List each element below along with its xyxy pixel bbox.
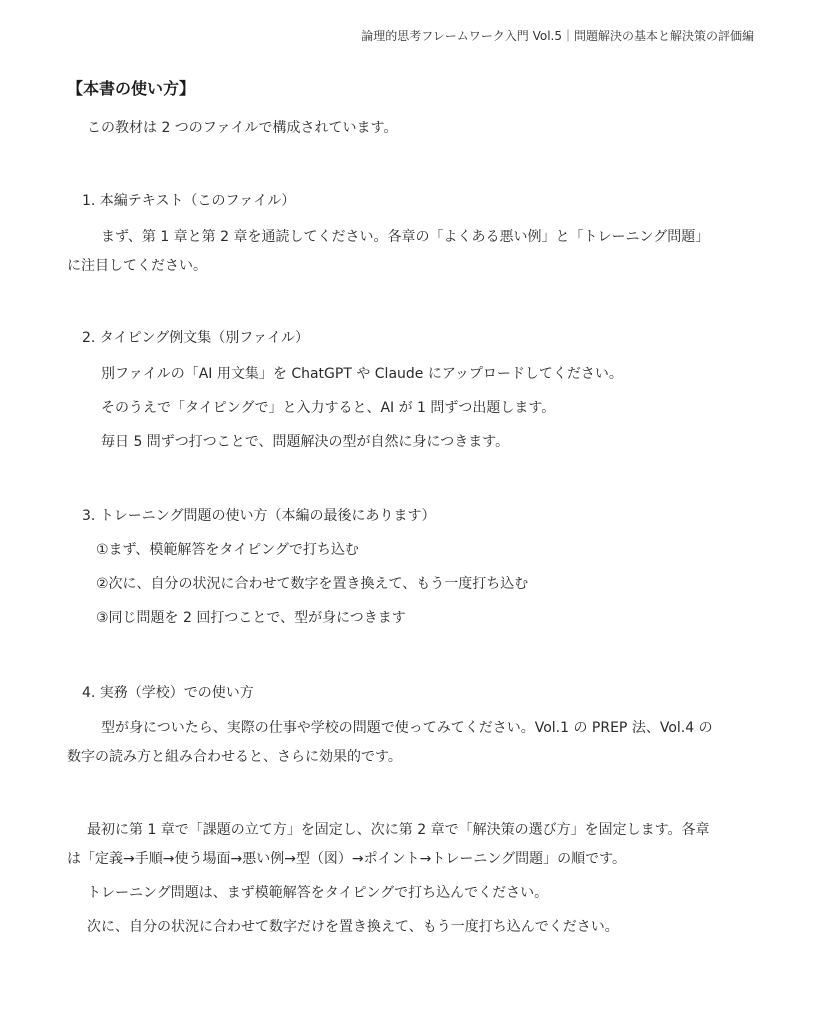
body-line: 次に、自分の状況に合わせて数字だけを置き換えて、もう一度打ち込んでください。 — [87, 919, 619, 935]
intro-paragraph: この教材は 2 つのファイルで構成されています。 — [87, 120, 398, 136]
body-line: 型が身についたら、実際の仕事や学校の問題で使ってみてください。Vol.1 の PREP 法、Vol.4 の — [101, 720, 713, 736]
section-heading: 2. タイピング例文集（別ファイル） — [82, 330, 309, 346]
body-line: 最初に第 1 章で「課題の立て方」を固定し、次に第 2 章で「解決策の選び方」を固定します。各章 — [87, 822, 710, 838]
body-line: 数字の読み方と組み合わせると、さらに効果的です。 — [67, 749, 402, 765]
list-item: ②次に、自分の状況に合わせて数字を置き換えて、もう一度打ち込む — [96, 576, 529, 592]
body-line: トレーニング問題は、まず模範解答をタイピングで打ち込んでください。 — [87, 885, 549, 901]
list-item: ③同じ問題を 2 回打つことで、型が身につきます — [96, 610, 406, 626]
section-heading: 3. トレーニング問題の使い方（本編の最後にあります） — [82, 508, 436, 524]
list-item: ①まず、模範解答をタイピングで打ち込む — [96, 542, 359, 558]
body-line: そのうえで「タイピングで」と入力すると、AI が 1 問ずつ出題します。 — [101, 400, 556, 416]
running-header: 論理的思考フレームワーク入門 Vol.5｜問題解決の基本と解決策の評価編 — [361, 29, 754, 43]
body-line: 毎日 5 問ずつ打つことで、問題解決の型が自然に身につきます。 — [101, 434, 510, 450]
section-heading: 1. 本編テキスト（このファイル） — [82, 193, 296, 209]
body-line: に注目してください。 — [67, 258, 207, 274]
body-line: 別ファイルの「AI 用文集」を ChatGPT や Claude にアップロードしてください。 — [101, 366, 623, 382]
body-line: まず、第 1 章と第 2 章を通読してください。各章の「よくある悪い例」と「トレーニング問題」 — [101, 229, 710, 245]
page-title: 【本書の使い方】 — [67, 79, 196, 98]
section-heading: 4. 実務（学校）での使い方 — [82, 685, 254, 701]
body-line: は「定義→手順→使う場面→悪い例→型（図）→ポイント→トレーニング問題」の順です。 — [67, 851, 626, 867]
